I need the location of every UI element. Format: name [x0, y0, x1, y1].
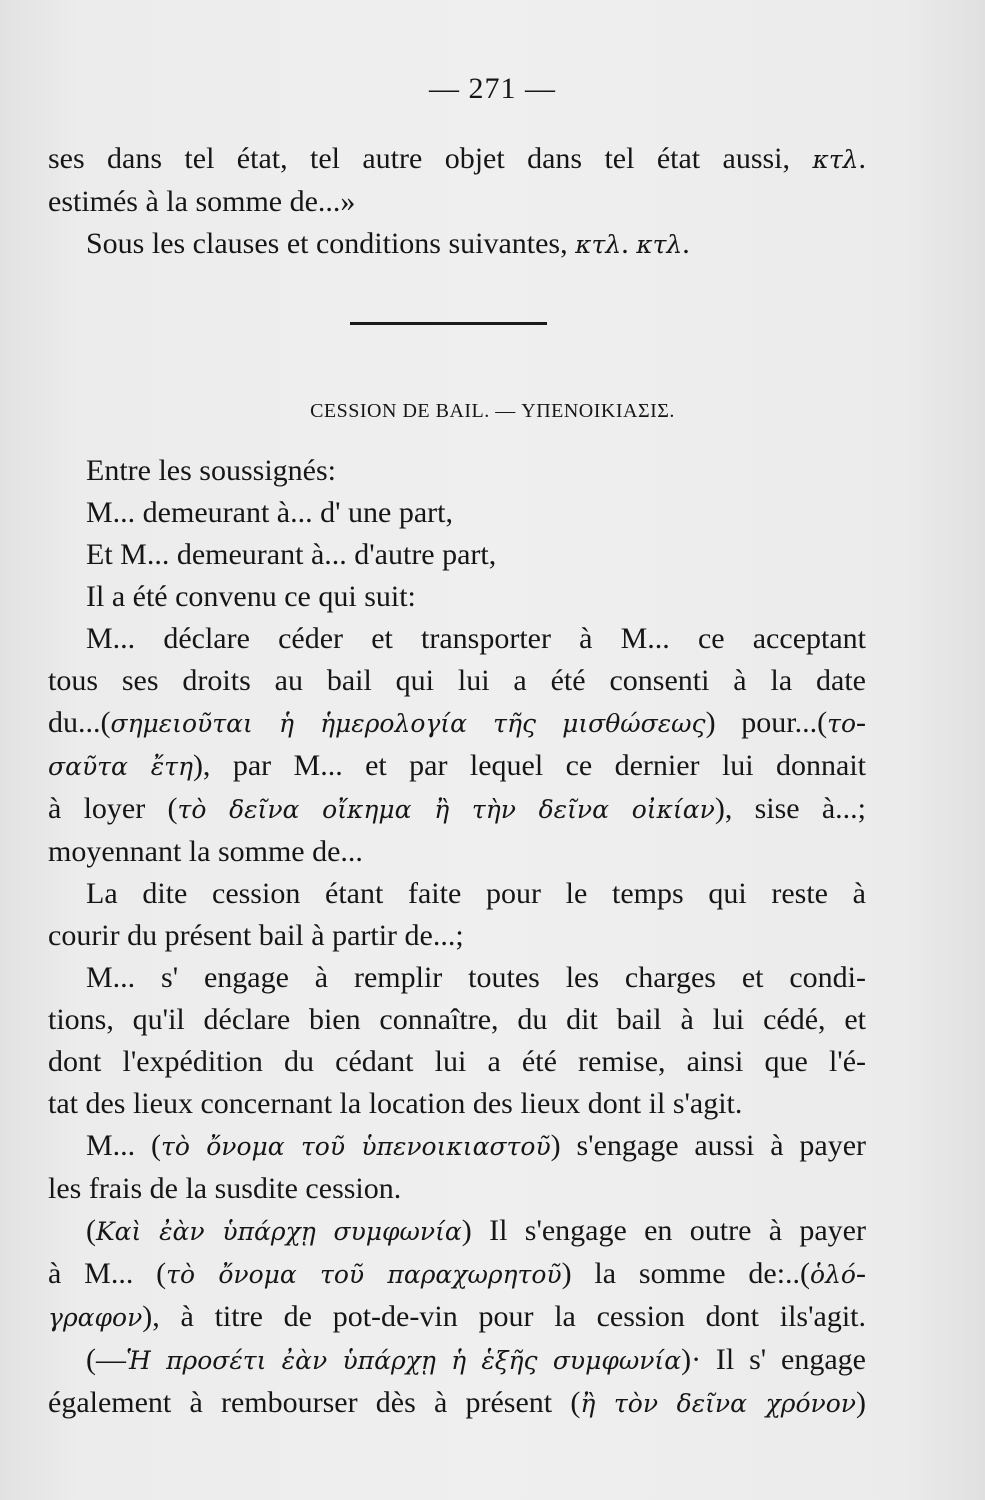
text-line: estimés à la somme de...» [48, 185, 356, 218]
text-line: tat des lieux concernant la location des lieux dont il s'agit. [48, 1087, 743, 1120]
text-line: Il a été convenu ce qui suit: [86, 580, 416, 613]
text-line: également à rembourser dès à présent (ἢ τὸν δεῖνα χρόνον) [48, 1386, 866, 1419]
text-line: moyennant la somme de... [48, 835, 363, 868]
body-text [48, 450, 866, 1425]
text-line: Entre les soussignés: [86, 454, 336, 487]
section-divider [350, 322, 547, 325]
text-line: à M... (τὸ ὄνομα τοῦ παραχωρητοῦ) la somme de:..(ὁλό- [48, 1257, 866, 1290]
text-line: (Καὶ ἐὰν ὑπάρχῃ συμφωνία) Il s'engage en outre à payer [86, 1214, 866, 1247]
text-line: M... s' engage à remplir toutes les charges et condi- [86, 961, 866, 994]
text-line: Et M... demeurant à... d'autre part, [86, 538, 497, 571]
text-line: σαῦτα ἔτη), par M... et par lequel ce dernier lui donnait [48, 749, 866, 782]
text-line: M... demeurant à... d' une part, [86, 496, 453, 529]
text-line: γραφον), à titre de pot-de-vin pour la cession dont ils'agit. [48, 1300, 866, 1333]
section-heading: CESSION DE BAIL. — ΥΠΕΝΟΙΚΙΑΣΙΣ. [310, 400, 675, 422]
text-line: Sous les clauses et conditions suivantes, κτλ. κτλ. [86, 227, 690, 260]
text-line: courir du présent bail à partir de...; [48, 919, 464, 952]
top-paragraph [48, 138, 866, 266]
text-line: M... (τὸ ὄνομα τοῦ ὑπενοικιαστοῦ) s'engage aussi à payer [86, 1129, 866, 1162]
page-number: — 271 — [429, 72, 556, 105]
text-line: M... déclare céder et transporter à M... ce acceptant [86, 622, 866, 655]
text-line: La dite cession étant faite pour le temps qui reste à [86, 877, 866, 910]
text-line: tous ses droits au bail qui lui a été consenti à la date [48, 664, 866, 697]
text-line: ses dans tel état, tel autre objet dans tel état aussi, κτλ. [48, 142, 866, 175]
text-line: du...(σημειοῦται ἡ ἡμερολογία τῆς μισθώσεως) pour...(το- [48, 706, 866, 739]
text-line: à loyer (τὸ δεῖνα οἴκημα ἢ τὴν δεῖνα οἰκίαν), sise à...; [48, 792, 867, 825]
text-line: (—Ἡ προσέτι ἐὰν ὑπάρχῃ ἡ ἑξῆς συμφωνία)· Il s' engage [86, 1343, 866, 1376]
text-line: dont l'expédition du cédant lui a été remise, ainsi que l'é- [48, 1045, 866, 1078]
text-line: les frais de la susdite cession. [48, 1172, 402, 1205]
text-line: tions, qu'il déclare bien connaître, du dit bail à lui cédé, et [48, 1003, 866, 1036]
